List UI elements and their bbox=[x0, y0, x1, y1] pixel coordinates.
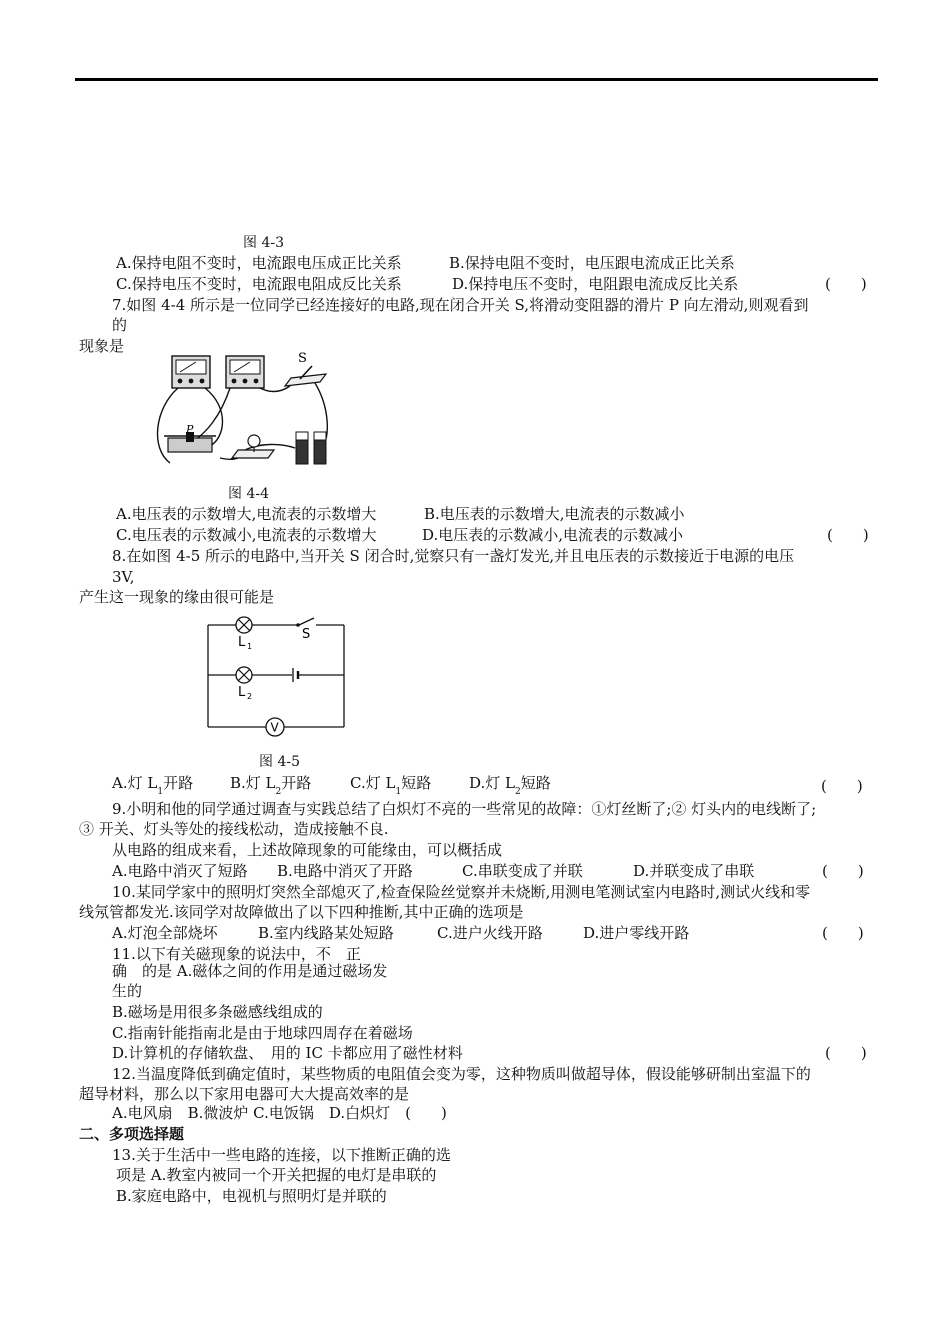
q11-option-d: D.计算机的存储软盘、 用的 IC 卡都应用了磁性材料 bbox=[112, 1044, 463, 1062]
q12-stem-line1: 12.当温度降低到确定值时，某些物质的电阻值会变为零，这种物质叫做超导体，假设能够研制出室温下的 bbox=[112, 1065, 811, 1083]
q7-stem-line1: 7.如图 4-4 所示是一位同学已经连接好的电路,现在闭合开关 S,将滑动变阻器的滑片 P 向左滑动,则观看到 bbox=[112, 296, 809, 314]
q10-answer-paren: ( ) bbox=[822, 924, 864, 942]
header-rule bbox=[75, 78, 878, 81]
q11-option-c: C.指南针能指南北是由于地球四周存在着磁场 bbox=[112, 1024, 413, 1042]
figure-4-4-caption: 图 4-4 bbox=[228, 486, 269, 502]
q13-stem-line1: 13.关于生活中一些电路的连接，以下推断正确的选 bbox=[112, 1146, 451, 1164]
q7-option-a: A.电压表的示数增大,电流表的示数增大 bbox=[116, 505, 377, 523]
q8-option-b bbox=[230, 774, 311, 801]
q9-stem-line2: ③ 开关、灯头等处的接线松动，造成接触不良. bbox=[79, 820, 389, 838]
q11-stem-line3: 生的 bbox=[112, 982, 143, 1000]
q9-stem-line1: 9.小明和他的同学通过调查与实践总结了白炽灯不亮的一些常见的故障：①灯丝断了;② 灯头内的电线断了; bbox=[112, 800, 817, 818]
q13-option-b: B.家庭电路中，电视机与照明灯是并联的 bbox=[116, 1187, 387, 1205]
q8-option-b-subscript: 2 bbox=[275, 787, 282, 797]
q6-answer-paren: ( ) bbox=[825, 275, 867, 293]
q13-stem-line2: 项是 A.教室内被同一个开关把握的电灯是串联的 bbox=[116, 1166, 437, 1184]
q9-option-c: C.串联变成了并联 bbox=[462, 862, 583, 880]
figure-4-5-l2-subscript: 2 bbox=[247, 692, 253, 701]
q11-stem-line1: 11.以下有关磁现象的说法中，不 正 bbox=[112, 945, 361, 963]
q10-stem-line2: 线氖管都发光.该同学对故障做出了以下四种推断,其中正确的选项是 bbox=[79, 903, 524, 921]
q7-stem-line2: 的 bbox=[112, 316, 128, 334]
q8-option-d bbox=[469, 774, 551, 801]
q8-option-d-subscript: 2 bbox=[515, 787, 521, 797]
q6-option-a: A.保持电阻不变时，电流跟电压成正比关系 bbox=[116, 254, 402, 272]
q12-options: A.电风扇 B.微波炉 C.电饭锅 D.白炽灯 ( ) bbox=[112, 1104, 447, 1122]
q8-option-c bbox=[350, 774, 431, 801]
q11-stem-line2: 确 的是 A.磁体之间的作用是通过磁场发 bbox=[112, 962, 388, 980]
q8-option-a-subscript: 1 bbox=[157, 787, 164, 797]
q10-option-b: B.室内线路某处短路 bbox=[258, 924, 394, 942]
figure-4-4-slider-label: P bbox=[186, 423, 194, 436]
q8-option-d-text: D.灯 L bbox=[469, 774, 515, 792]
figure-4-4-switch-label: S bbox=[298, 351, 307, 366]
q8-stem-line2: 3V, bbox=[112, 568, 135, 586]
figure-4-4-circuit-photo bbox=[150, 348, 335, 470]
q8-option-d-result: 短路 bbox=[520, 774, 551, 792]
figure-4-5-caption: 图 4-5 bbox=[259, 754, 300, 770]
q8-option-b-text: B.灯 L bbox=[230, 774, 276, 792]
q10-stem-line1: 10.某同学家中的照明灯突然全部熄灭了,检查保险丝觉察并未烧断,用测电笔测试室内电路时,测试火线和零 bbox=[112, 883, 811, 901]
q7-stem-line3: 现象是 bbox=[79, 337, 125, 355]
q8-option-a-result: 开路 bbox=[163, 774, 194, 792]
section-2-heading: 二、多项选择题 bbox=[79, 1125, 185, 1143]
q9-option-d: D.并联变成了串联 bbox=[633, 862, 755, 880]
q10-option-d: D.进户零线开路 bbox=[583, 924, 690, 942]
q8-option-b-result: 开路 bbox=[281, 774, 312, 792]
q10-option-c: C.进户火线开路 bbox=[437, 924, 543, 942]
figure-4-3-caption: 图 4-3 bbox=[243, 235, 284, 251]
figure-4-5-l1-label: L bbox=[238, 635, 246, 650]
figure-4-5-voltmeter-label: V bbox=[270, 720, 279, 735]
q11-option-b: B.磁场是用很多条磁感线组成的 bbox=[112, 1003, 323, 1021]
q6-option-b: B.保持电阻不变时，电压跟电流成正比关系 bbox=[449, 254, 735, 272]
q9-option-a: A.电路中消灭了短路 bbox=[112, 862, 248, 880]
q8-stem-line3: 产生这一现象的缘由很可能是 bbox=[79, 588, 275, 606]
q7-option-c: C.电压表的示数减小,电流表的示数增大 bbox=[116, 526, 377, 544]
figure-4-5-l1-subscript: 1 bbox=[247, 642, 253, 651]
q8-option-a-text: A.灯 L bbox=[112, 774, 158, 792]
q8-option-c-subscript: 1 bbox=[395, 787, 402, 797]
q6-option-d: D.保持电压不变时，电阻跟电流成反比关系 bbox=[452, 275, 739, 293]
q8-stem-line1: 8.在如图 4-5 所示的电路中,当开关 S 闭合时,觉察只有一盏灯发光,并且电压表的示数接近于电源的电压 bbox=[112, 547, 795, 565]
q9-answer-paren: ( ) bbox=[822, 862, 864, 880]
q10-option-a: A.灯泡全部烧坏 bbox=[112, 924, 218, 942]
q11-answer-paren: ( ) bbox=[825, 1044, 867, 1062]
q9-option-b: B.电路中消灭了开路 bbox=[277, 862, 413, 880]
figure-4-5-l2-label: L bbox=[238, 685, 246, 700]
figure-4-5-switch-label: S bbox=[302, 627, 311, 642]
q7-answer-paren: ( ) bbox=[827, 526, 869, 544]
figure-4-5-circuit-diagram bbox=[200, 615, 350, 740]
q6-option-c: C.保持电压不变时，电流跟电阻成反比关系 bbox=[116, 275, 402, 293]
q7-option-b: B.电压表的示数增大,电流表的示数减小 bbox=[424, 505, 685, 523]
q8-option-c-result: 短路 bbox=[401, 774, 432, 792]
q8-option-a bbox=[112, 774, 193, 801]
q12-stem-line2: 超导材料，那么以下家用电器可大大提高效率的是 bbox=[79, 1085, 410, 1103]
q8-option-c-text: C.灯 L bbox=[350, 774, 396, 792]
q8-answer-paren: ( ) bbox=[821, 777, 863, 795]
q9-stem-line3: 从电路的组成来看，上述故障现象的可能缘由，可以概括成 bbox=[112, 841, 503, 859]
q7-option-d: D.电压表的示数减小,电流表的示数减小 bbox=[422, 526, 684, 544]
